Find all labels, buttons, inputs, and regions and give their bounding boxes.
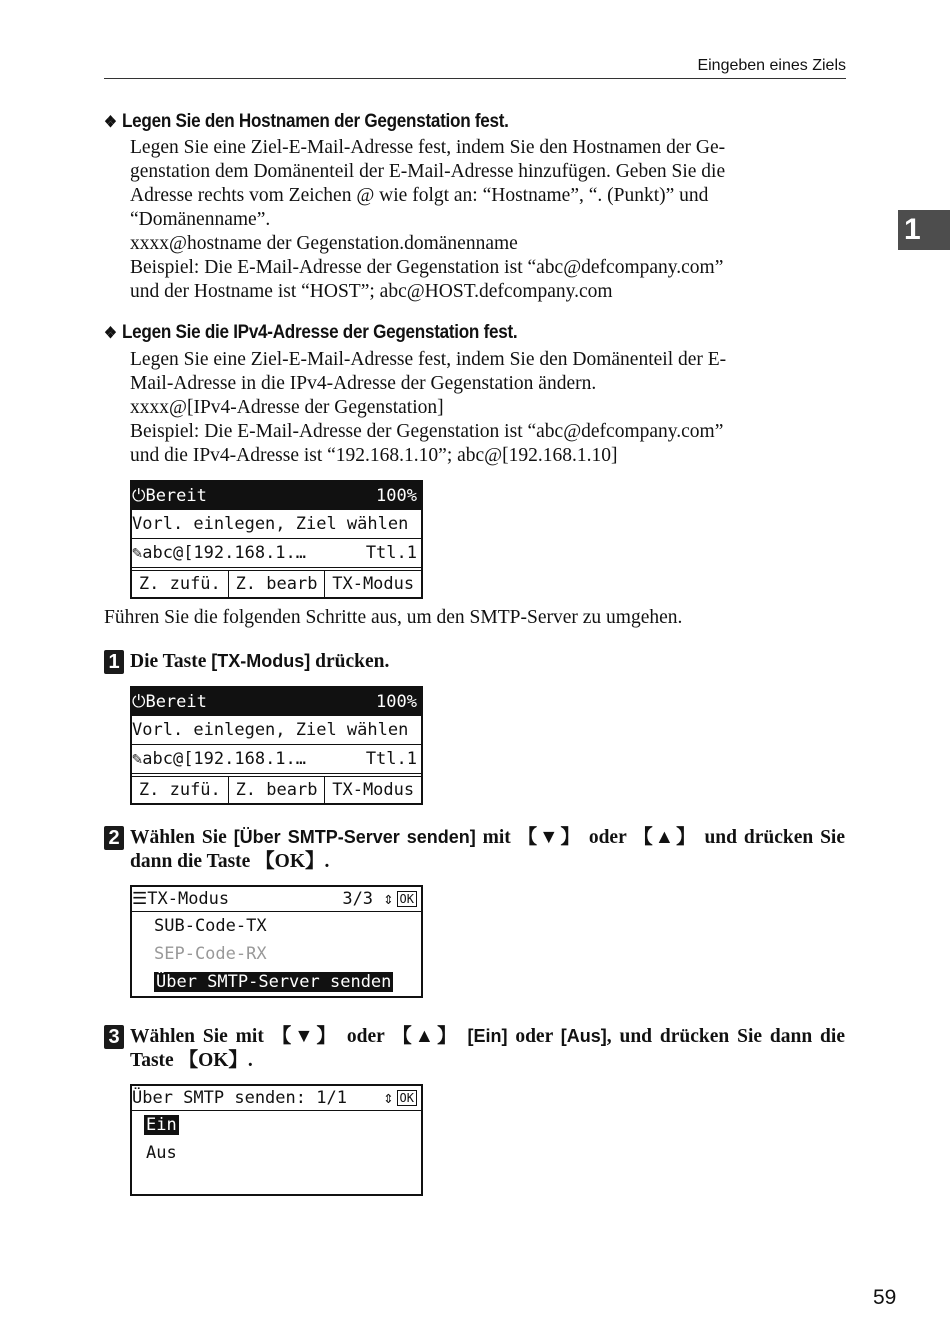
- selected-text: Ein: [146, 1115, 177, 1135]
- text-line: Adresse rechts vom Zeichen @ wie folgt an: “Hostname”, “. (Punkt)” und: [130, 185, 709, 206]
- text-line: xxxx@hostname der Gegenstation.domänenname: [130, 233, 518, 254]
- step-number: 3: [104, 1025, 124, 1049]
- step-text: Wählen Sie mit 【▼】 oder 【▲】: [130, 1026, 468, 1047]
- intro-text: Führen Sie die folgenden Schritte aus, um den SMTP-Server zu umgehen.: [104, 607, 683, 628]
- lcd-tx-mode-screen: [130, 885, 423, 998]
- menu-item-selected[interactable]: [132, 968, 421, 996]
- step-line: Taste 【OK】.: [130, 1050, 253, 1071]
- section-heading: [104, 111, 509, 133]
- menu-item-disabled: SEP-Code-RX: [154, 944, 267, 964]
- softkey-add-destination[interactable]: Z. zufü.: [132, 777, 229, 803]
- step-text: Wählen Sie: [130, 827, 234, 848]
- section-heading-text: Legen Sie den Hostnamen der Gegenstation fest.: [122, 111, 509, 132]
- step-text: mit 【▼】 oder 【▲】 und drücken Sie: [475, 827, 845, 848]
- step-number: 2: [104, 826, 124, 850]
- power-icon: ⏻: [132, 692, 146, 712]
- softkey-edit-destination[interactable]: Z. bearb: [229, 777, 326, 803]
- step-1: [104, 649, 845, 674]
- lcd-softkeys: [132, 570, 421, 597]
- text-line: “Domänenname”.: [130, 209, 271, 230]
- step-3: [104, 1024, 845, 1073]
- destination-icon: ✎: [132, 543, 143, 563]
- chapter-tab: 1: [898, 210, 950, 250]
- diamond-bullet-icon: ❖: [104, 114, 117, 131]
- lcd-softkeys: [132, 776, 421, 803]
- softkey-add-destination[interactable]: Z. zufü.: [132, 571, 229, 597]
- section-body: [130, 348, 845, 468]
- lcd-status-bar: [132, 688, 421, 716]
- scroll-updown-icon: ⇕: [383, 1088, 394, 1108]
- step-text: , und drücken Sie dann die: [606, 1026, 845, 1047]
- step-text: oder: [507, 1026, 561, 1047]
- ok-icon: OK: [397, 891, 417, 907]
- text-line: Beispiel: Die E-Mail-Adresse der Gegenstation ist “abc@defcompany.com”: [130, 257, 724, 278]
- step-text: drücken.: [310, 651, 390, 672]
- text-line: und der Hostname ist “HOST”; abc@HOST.defcompany.com: [130, 281, 613, 302]
- scroll-updown-icon: ⇕: [383, 889, 394, 909]
- softkey-edit-destination[interactable]: Z. bearb: [229, 571, 326, 597]
- total-count: Ttl.1: [365, 749, 417, 769]
- text-line: Mail-Adresse in die IPv4-Adresse der Gegenstation ändern.: [130, 373, 597, 394]
- lcd-ready-screen: [130, 480, 423, 599]
- lcd-prompt: Vorl. einlegen, Ziel wählen: [132, 720, 409, 740]
- memory-percent: 100%: [376, 692, 417, 712]
- destination-text: abc@[192.168.1.…: [142, 749, 307, 769]
- text-line: Legen Sie eine Ziel-E-Mail-Adresse fest, indem Sie den Hostnamen der Ge-: [130, 137, 726, 158]
- menu-controls: [383, 1086, 417, 1110]
- destination-text: abc@[192.168.1.…: [142, 543, 307, 563]
- diamond-bullet-icon: ❖: [104, 325, 117, 342]
- header-title: Eingeben eines Ziels: [697, 57, 846, 74]
- memory-percent: 100%: [376, 486, 417, 506]
- step-number: 1: [104, 650, 124, 674]
- softkey-tx-mode[interactable]: TX-Modus: [332, 574, 415, 594]
- selected-text: Über SMTP-Server senden: [156, 972, 392, 992]
- status-text: Bereit: [145, 486, 207, 506]
- menu-item[interactable]: SUB-Code-TX: [154, 916, 267, 936]
- key-name: [Aus]: [560, 1026, 607, 1046]
- step-line: [130, 825, 845, 850]
- menu-page-indicator: [342, 887, 417, 911]
- menu-title: TX-Modus: [147, 889, 230, 909]
- key-name: [Über SMTP-Server senden]: [233, 827, 476, 847]
- page-count: 3/3: [342, 889, 374, 909]
- softkey-tx-mode[interactable]: TX-Modus: [332, 780, 415, 800]
- key-name: [Ein]: [467, 1026, 508, 1046]
- lcd-title-bar: [132, 1086, 421, 1111]
- page-header: [104, 56, 846, 79]
- lcd-title-bar: [132, 887, 421, 912]
- option-item[interactable]: Aus: [146, 1143, 177, 1163]
- text-line: Legen Sie eine Ziel-E-Mail-Adresse fest, indem Sie den Domänenteil der E-: [130, 349, 727, 370]
- lcd-status-bar: [132, 482, 421, 510]
- lcd-prompt: Vorl. einlegen, Ziel wählen: [132, 514, 409, 534]
- lcd-destination-row: [132, 538, 421, 568]
- section-heading-text: Legen Sie die IPv4-Adresse der Gegenstation fest.: [122, 322, 518, 343]
- step-text: Die Taste: [130, 651, 212, 672]
- lcd-destination-row: [132, 744, 421, 774]
- status-text: Bereit: [145, 692, 207, 712]
- menu-icon: ☰: [132, 889, 148, 909]
- text-line: Beispiel: Die E-Mail-Adresse der Gegenstation ist “abc@defcompany.com”: [130, 421, 724, 442]
- step-line: dann die Taste 【OK】.: [130, 851, 330, 872]
- lcd-smtp-screen: [130, 1084, 423, 1196]
- lcd-ready-screen: [130, 686, 423, 805]
- text-line: und die IPv4-Adresse ist “192.168.1.10”; abc@[192.168.1.10]: [130, 445, 618, 466]
- section-body: [130, 136, 845, 304]
- section-heading: [104, 322, 517, 344]
- text-line: genstation dem Domänenteil der E-Mail-Adresse hinzufügen. Geben Sie die: [130, 161, 726, 182]
- menu-title: Über SMTP senden: 1/1: [132, 1088, 347, 1108]
- page-number: 59: [873, 1286, 897, 1309]
- power-icon: ⏻: [132, 486, 146, 506]
- option-selected[interactable]: [132, 1111, 421, 1139]
- key-name: [TX-Modus]: [211, 651, 311, 671]
- total-count: Ttl.1: [365, 543, 417, 563]
- step-2: [104, 825, 845, 874]
- step-line: [130, 1024, 845, 1049]
- destination-icon: ✎: [132, 749, 143, 769]
- text-line: xxxx@[IPv4-Adresse der Gegenstation]: [130, 397, 444, 418]
- ok-icon: OK: [397, 1090, 417, 1106]
